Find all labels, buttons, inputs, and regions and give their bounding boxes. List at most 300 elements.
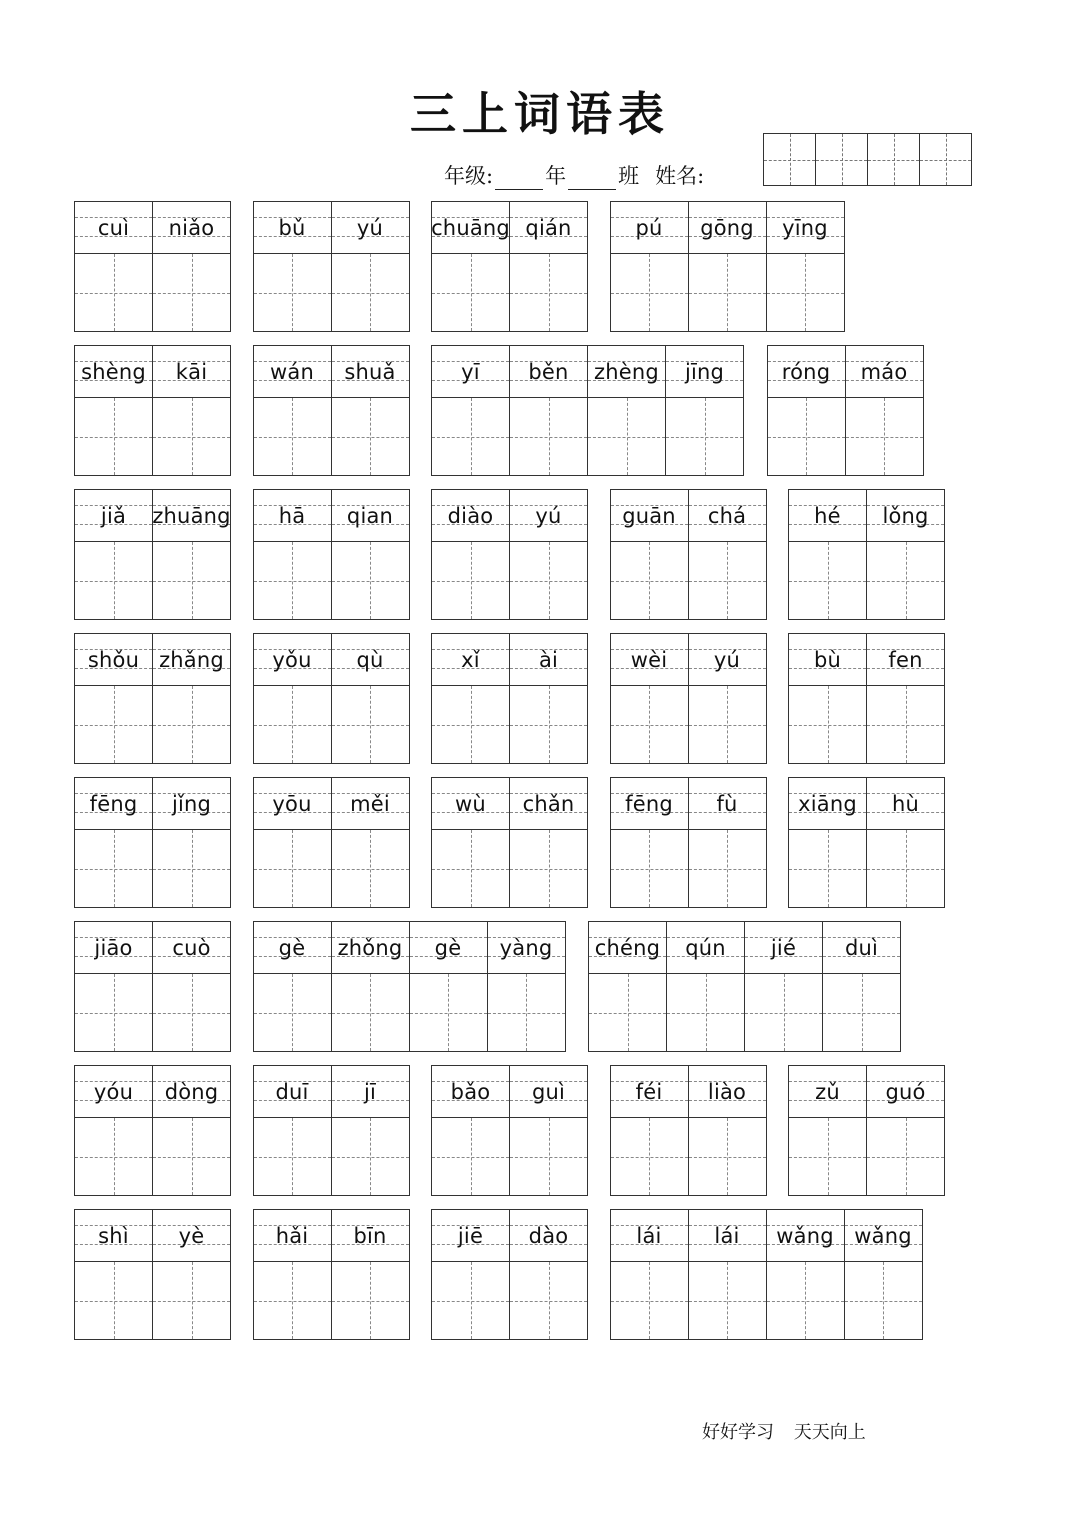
pinyin-text: yóu bbox=[93, 1079, 134, 1104]
hanzi-writing-cell[interactable] bbox=[689, 686, 766, 763]
pinyin-text: wù bbox=[455, 791, 486, 816]
pinyin-text: fēng bbox=[89, 791, 138, 816]
hanzi-writing-cell[interactable] bbox=[510, 542, 587, 619]
hanzi-writing-cell[interactable] bbox=[153, 974, 230, 1051]
name-grid[interactable] bbox=[763, 133, 972, 186]
syllable-column bbox=[432, 634, 510, 763]
syllable-column bbox=[689, 490, 766, 619]
pinyin-cell bbox=[432, 1210, 509, 1262]
name-cell[interactable] bbox=[920, 134, 971, 185]
pinyin-text: zǔ bbox=[815, 1079, 840, 1104]
hanzi-writing-cell[interactable] bbox=[768, 398, 845, 475]
word-box bbox=[788, 489, 945, 620]
syllable-column bbox=[332, 490, 409, 619]
hanzi-writing-cell[interactable] bbox=[254, 974, 331, 1051]
pinyin-cell bbox=[867, 1066, 944, 1118]
pinyin-text: jié bbox=[770, 935, 797, 960]
syllable-column bbox=[254, 490, 332, 619]
pinyin-cell bbox=[789, 634, 866, 686]
hanzi-writing-cell[interactable] bbox=[432, 398, 509, 475]
pinyin-cell bbox=[254, 778, 331, 830]
hanzi-writing-cell[interactable] bbox=[410, 974, 487, 1051]
pinyin-text: gōng bbox=[700, 215, 754, 240]
pinyin-text: yè bbox=[178, 1223, 205, 1248]
pinyin-cell bbox=[75, 202, 152, 254]
syllable-column bbox=[768, 346, 846, 475]
pinyin-text: cuò bbox=[172, 935, 211, 960]
syllable-column bbox=[153, 202, 230, 331]
pinyin-cell bbox=[689, 634, 766, 686]
pinyin-text: gè bbox=[434, 935, 462, 960]
syllable-column bbox=[845, 1210, 922, 1339]
pinyin-cell bbox=[153, 922, 230, 974]
syllable-column bbox=[332, 346, 409, 475]
hanzi-writing-cell[interactable] bbox=[689, 830, 766, 907]
hanzi-writing-cell[interactable] bbox=[432, 542, 509, 619]
syllable-column bbox=[867, 634, 944, 763]
hanzi-writing-cell[interactable] bbox=[789, 542, 866, 619]
pinyin-cell bbox=[254, 1066, 331, 1118]
pinyin-text: yàng bbox=[499, 935, 553, 960]
pinyin-cell bbox=[153, 634, 230, 686]
syllable-column bbox=[510, 490, 587, 619]
hanzi-writing-cell[interactable] bbox=[767, 254, 844, 331]
syllable-column bbox=[689, 1066, 766, 1195]
hanzi-writing-cell[interactable] bbox=[75, 686, 152, 763]
hanzi-writing-cell[interactable] bbox=[153, 1262, 230, 1339]
pinyin-text: róng bbox=[781, 359, 831, 384]
hanzi-writing-cell[interactable] bbox=[510, 1118, 587, 1195]
syllable-column bbox=[75, 1066, 153, 1195]
hanzi-writing-cell[interactable] bbox=[789, 1118, 866, 1195]
hanzi-writing-cell[interactable] bbox=[588, 398, 665, 475]
syllable-column bbox=[75, 346, 153, 475]
hanzi-writing-cell[interactable] bbox=[745, 974, 822, 1051]
word-box bbox=[253, 921, 566, 1052]
pinyin-cell bbox=[689, 778, 766, 830]
pinyin-text: shèng bbox=[81, 359, 146, 384]
syllable-column bbox=[75, 922, 153, 1051]
hanzi-writing-cell[interactable] bbox=[689, 1118, 766, 1195]
pinyin-cell bbox=[768, 346, 845, 398]
hanzi-writing-cell[interactable] bbox=[432, 1118, 509, 1195]
pinyin-cell bbox=[510, 1210, 587, 1262]
pinyin-cell bbox=[611, 1210, 688, 1262]
word-box bbox=[431, 1209, 588, 1340]
hanzi-writing-cell[interactable] bbox=[867, 1118, 944, 1195]
pinyin-text: dòng bbox=[164, 1079, 219, 1104]
word-box bbox=[74, 1209, 231, 1340]
hanzi-writing-cell[interactable] bbox=[153, 542, 230, 619]
pinyin-cell bbox=[767, 1210, 844, 1262]
pinyin-cell bbox=[75, 1066, 152, 1118]
hanzi-writing-cell[interactable] bbox=[75, 830, 152, 907]
pinyin-text: lái bbox=[714, 1223, 740, 1248]
syllable-column bbox=[254, 202, 332, 331]
word-box bbox=[610, 633, 767, 764]
pinyin-text: liào bbox=[707, 1079, 747, 1104]
syllable-column bbox=[767, 202, 844, 331]
pinyin-text: qian bbox=[346, 503, 394, 528]
syllable-column bbox=[254, 1210, 332, 1339]
pinyin-cell bbox=[823, 922, 900, 974]
pinyin-text: féi bbox=[635, 1079, 663, 1104]
pinyin-cell bbox=[332, 346, 409, 398]
pinyin-text: guì bbox=[531, 1079, 566, 1104]
syllable-column bbox=[332, 634, 409, 763]
hanzi-writing-cell[interactable] bbox=[611, 254, 688, 331]
pinyin-cell bbox=[332, 1066, 409, 1118]
hanzi-writing-cell[interactable] bbox=[332, 1262, 409, 1339]
word-box bbox=[253, 777, 410, 908]
hanzi-writing-cell[interactable] bbox=[332, 974, 409, 1051]
hanzi-writing-cell[interactable] bbox=[488, 974, 565, 1051]
pinyin-text: lǒng bbox=[882, 503, 929, 528]
pinyin-text: qù bbox=[356, 647, 384, 672]
hanzi-writing-cell[interactable] bbox=[510, 254, 587, 331]
class-blank[interactable] bbox=[568, 167, 616, 190]
syllable-column bbox=[153, 346, 230, 475]
hanzi-writing-cell[interactable] bbox=[332, 830, 409, 907]
syllable-column bbox=[689, 778, 766, 907]
pinyin-cell bbox=[153, 1066, 230, 1118]
pinyin-text: lái bbox=[636, 1223, 662, 1248]
syllable-column bbox=[75, 202, 153, 331]
pinyin-text: hé bbox=[814, 503, 841, 528]
pinyin-cell bbox=[689, 202, 766, 254]
pinyin-cell bbox=[332, 634, 409, 686]
grade-label: 年级: bbox=[444, 164, 494, 188]
pinyin-text: kāi bbox=[175, 359, 208, 384]
word-box bbox=[74, 201, 231, 332]
pinyin-text: máo bbox=[860, 359, 908, 384]
pinyin-cell bbox=[789, 1066, 866, 1118]
word-box bbox=[431, 489, 588, 620]
syllable-column bbox=[432, 346, 510, 475]
hanzi-writing-cell[interactable] bbox=[867, 830, 944, 907]
hanzi-writing-cell[interactable] bbox=[432, 686, 509, 763]
hanzi-writing-cell[interactable] bbox=[867, 542, 944, 619]
syllable-column bbox=[75, 778, 153, 907]
pinyin-text: zhǎng bbox=[159, 647, 224, 672]
word-box bbox=[74, 489, 231, 620]
hanzi-writing-cell[interactable] bbox=[254, 1262, 331, 1339]
pinyin-text: bǎo bbox=[450, 1079, 491, 1104]
hanzi-writing-cell[interactable] bbox=[332, 398, 409, 475]
pinyin-text: qún bbox=[685, 935, 726, 960]
pinyin-text: guān bbox=[622, 503, 676, 528]
hanzi-writing-cell[interactable] bbox=[789, 686, 866, 763]
syllable-column bbox=[510, 346, 588, 475]
hanzi-writing-cell[interactable] bbox=[789, 830, 866, 907]
pinyin-text: zhuāng bbox=[152, 503, 231, 528]
syllable-column bbox=[254, 778, 332, 907]
pinyin-cell bbox=[789, 490, 866, 542]
pinyin-text: wán bbox=[270, 359, 314, 384]
pinyin-text: fù bbox=[716, 791, 738, 816]
pinyin-text: ài bbox=[538, 647, 559, 672]
hanzi-writing-cell[interactable] bbox=[689, 542, 766, 619]
word-box bbox=[431, 633, 588, 764]
pinyin-text: wǎng bbox=[854, 1223, 912, 1248]
hanzi-writing-cell[interactable] bbox=[153, 830, 230, 907]
pinyin-cell bbox=[867, 778, 944, 830]
pinyin-text: dào bbox=[528, 1223, 569, 1248]
name-cell[interactable] bbox=[868, 134, 920, 185]
pinyin-cell bbox=[432, 490, 509, 542]
hanzi-writing-cell[interactable] bbox=[823, 974, 900, 1051]
hanzi-writing-cell[interactable] bbox=[254, 1118, 331, 1195]
pinyin-cell bbox=[332, 778, 409, 830]
word-box bbox=[767, 345, 924, 476]
hanzi-writing-cell[interactable] bbox=[75, 542, 152, 619]
pinyin-cell bbox=[510, 490, 587, 542]
syllable-column bbox=[611, 778, 689, 907]
pinyin-text: chǎn bbox=[522, 791, 575, 816]
hanzi-writing-cell[interactable] bbox=[432, 830, 509, 907]
name-cell[interactable] bbox=[816, 134, 868, 185]
pinyin-text: jǐng bbox=[171, 791, 212, 816]
hanzi-writing-cell[interactable] bbox=[432, 254, 509, 331]
hanzi-writing-cell[interactable] bbox=[75, 1262, 152, 1339]
syllable-column bbox=[153, 490, 230, 619]
pinyin-text: fen bbox=[888, 647, 923, 672]
student-info bbox=[444, 160, 704, 190]
syllable-column bbox=[254, 1066, 332, 1195]
pinyin-text: guó bbox=[885, 1079, 926, 1104]
hanzi-writing-cell[interactable] bbox=[510, 398, 587, 475]
syllable-column bbox=[611, 1210, 689, 1339]
hanzi-writing-cell[interactable] bbox=[153, 254, 230, 331]
hanzi-writing-cell[interactable] bbox=[510, 830, 587, 907]
pinyin-text: jī bbox=[363, 1079, 377, 1104]
hanzi-writing-cell[interactable] bbox=[332, 542, 409, 619]
pinyin-cell bbox=[611, 202, 688, 254]
syllable-column bbox=[789, 634, 867, 763]
hanzi-writing-cell[interactable] bbox=[75, 1118, 152, 1195]
pinyin-text: bù bbox=[813, 647, 842, 672]
syllable-column bbox=[510, 1210, 587, 1339]
pinyin-cell bbox=[789, 778, 866, 830]
hanzi-writing-cell[interactable] bbox=[254, 830, 331, 907]
pinyin-text: yīng bbox=[782, 215, 828, 240]
pinyin-text: duī bbox=[275, 1079, 309, 1104]
word-box bbox=[253, 345, 410, 476]
hanzi-writing-cell[interactable] bbox=[867, 686, 944, 763]
pinyin-cell bbox=[153, 346, 230, 398]
pinyin-cell bbox=[332, 1210, 409, 1262]
syllable-column bbox=[254, 922, 332, 1051]
pinyin-cell bbox=[332, 922, 409, 974]
hanzi-writing-cell[interactable] bbox=[75, 398, 152, 475]
syllable-column bbox=[153, 922, 230, 1051]
hanzi-writing-cell[interactable] bbox=[611, 1262, 688, 1339]
syllable-column bbox=[611, 634, 689, 763]
pinyin-cell bbox=[745, 922, 822, 974]
pinyin-cell bbox=[75, 346, 152, 398]
word-box bbox=[610, 201, 845, 332]
pinyin-cell bbox=[75, 634, 152, 686]
syllable-column bbox=[611, 1066, 689, 1195]
pinyin-cell bbox=[432, 778, 509, 830]
pinyin-cell bbox=[846, 346, 923, 398]
syllable-column bbox=[823, 922, 900, 1051]
syllable-column bbox=[510, 1066, 587, 1195]
syllable-column bbox=[254, 634, 332, 763]
pinyin-cell bbox=[332, 490, 409, 542]
hanzi-writing-cell[interactable] bbox=[332, 686, 409, 763]
syllable-column bbox=[611, 490, 689, 619]
word-box bbox=[610, 1209, 923, 1340]
pinyin-cell bbox=[666, 346, 743, 398]
hanzi-writing-cell[interactable] bbox=[75, 254, 152, 331]
word-box bbox=[431, 1065, 588, 1196]
pinyin-cell bbox=[153, 490, 230, 542]
pinyin-cell bbox=[667, 922, 744, 974]
syllable-column bbox=[488, 922, 565, 1051]
syllable-column bbox=[153, 1210, 230, 1339]
syllable-column bbox=[588, 346, 666, 475]
pinyin-cell bbox=[689, 490, 766, 542]
word-box bbox=[610, 1065, 767, 1196]
hanzi-writing-cell[interactable] bbox=[666, 398, 743, 475]
hanzi-writing-cell[interactable] bbox=[611, 1118, 688, 1195]
syllable-column bbox=[432, 1210, 510, 1339]
pinyin-text: měi bbox=[350, 791, 390, 816]
hanzi-writing-cell[interactable] bbox=[510, 1262, 587, 1339]
syllable-column bbox=[153, 778, 230, 907]
word-box bbox=[74, 777, 231, 908]
syllable-column bbox=[75, 490, 153, 619]
pinyin-text: xiāng bbox=[798, 791, 857, 816]
syllable-column bbox=[432, 202, 510, 331]
word-box bbox=[253, 201, 410, 332]
grade-blank[interactable] bbox=[495, 167, 543, 190]
pinyin-cell bbox=[75, 490, 152, 542]
hanzi-writing-cell[interactable] bbox=[767, 1262, 844, 1339]
hanzi-writing-cell[interactable] bbox=[75, 974, 152, 1051]
word-box bbox=[253, 1209, 410, 1340]
pinyin-text: yú bbox=[713, 647, 741, 672]
syllable-column bbox=[846, 346, 923, 475]
word-box bbox=[74, 633, 231, 764]
pinyin-cell bbox=[510, 202, 587, 254]
pinyin-cell bbox=[510, 778, 587, 830]
word-box bbox=[253, 489, 410, 620]
syllable-column bbox=[432, 1066, 510, 1195]
pinyin-cell bbox=[867, 490, 944, 542]
pinyin-text: wèi bbox=[630, 647, 668, 672]
hanzi-writing-cell[interactable] bbox=[689, 1262, 766, 1339]
pinyin-text: běn bbox=[528, 359, 569, 384]
hanzi-writing-cell[interactable] bbox=[846, 398, 923, 475]
pinyin-text: yī bbox=[461, 359, 480, 384]
footer-slogan bbox=[702, 1418, 866, 1444]
hanzi-writing-cell[interactable] bbox=[153, 686, 230, 763]
hanzi-writing-cell[interactable] bbox=[611, 830, 688, 907]
pinyin-text: chuāng bbox=[431, 215, 510, 240]
syllable-column bbox=[789, 778, 867, 907]
name-label: 姓名: bbox=[655, 164, 705, 188]
pinyin-text: jīng bbox=[684, 359, 725, 384]
syllable-column bbox=[666, 346, 743, 475]
pinyin-text: bīn bbox=[353, 1223, 387, 1248]
pinyin-cell bbox=[588, 346, 665, 398]
hanzi-writing-cell[interactable] bbox=[153, 398, 230, 475]
word-box bbox=[588, 921, 901, 1052]
pinyin-text: hǎi bbox=[275, 1223, 309, 1248]
pinyin-cell bbox=[488, 922, 565, 974]
hanzi-writing-cell[interactable] bbox=[611, 542, 688, 619]
pinyin-cell bbox=[589, 922, 666, 974]
hanzi-writing-cell[interactable] bbox=[689, 254, 766, 331]
syllable-column bbox=[867, 490, 944, 619]
pinyin-text: zhèng bbox=[594, 359, 659, 384]
pinyin-text: duì bbox=[844, 935, 879, 960]
syllable-column bbox=[745, 922, 823, 1051]
hanzi-writing-cell[interactable] bbox=[332, 1118, 409, 1195]
pinyin-text: hù bbox=[891, 791, 920, 816]
syllable-column bbox=[510, 778, 587, 907]
hanzi-writing-cell[interactable] bbox=[510, 686, 587, 763]
hanzi-writing-cell[interactable] bbox=[254, 686, 331, 763]
pinyin-text: yǒu bbox=[272, 647, 312, 672]
syllable-column bbox=[153, 1066, 230, 1195]
syllable-column bbox=[789, 490, 867, 619]
pinyin-cell bbox=[767, 202, 844, 254]
pinyin-cell bbox=[867, 634, 944, 686]
word-box bbox=[788, 1065, 945, 1196]
pinyin-text: yōu bbox=[272, 791, 312, 816]
pinyin-cell bbox=[510, 634, 587, 686]
pinyin-cell bbox=[75, 1210, 152, 1262]
word-box bbox=[610, 777, 767, 908]
hanzi-writing-cell[interactable] bbox=[153, 1118, 230, 1195]
hanzi-writing-cell[interactable] bbox=[332, 254, 409, 331]
hanzi-writing-cell[interactable] bbox=[254, 254, 331, 331]
syllable-column bbox=[75, 634, 153, 763]
pinyin-text: chéng bbox=[594, 935, 661, 960]
pinyin-text: yú bbox=[356, 215, 384, 240]
hanzi-writing-cell[interactable] bbox=[611, 686, 688, 763]
syllable-column bbox=[789, 1066, 867, 1195]
hanzi-writing-cell[interactable] bbox=[254, 542, 331, 619]
syllable-column bbox=[410, 922, 488, 1051]
pinyin-text: hā bbox=[278, 503, 306, 528]
hanzi-writing-cell[interactable] bbox=[667, 974, 744, 1051]
pinyin-text: jiē bbox=[457, 1223, 484, 1248]
name-cell[interactable] bbox=[764, 134, 816, 185]
word-box bbox=[253, 633, 410, 764]
pinyin-cell bbox=[153, 1210, 230, 1262]
hanzi-writing-cell[interactable] bbox=[589, 974, 666, 1051]
syllable-column bbox=[510, 202, 587, 331]
pinyin-cell bbox=[510, 1066, 587, 1118]
pinyin-cell bbox=[432, 1066, 509, 1118]
pinyin-cell bbox=[611, 1066, 688, 1118]
word-box bbox=[431, 777, 588, 908]
pinyin-cell bbox=[75, 922, 152, 974]
hanzi-writing-cell[interactable] bbox=[845, 1262, 922, 1339]
pinyin-cell bbox=[432, 202, 509, 254]
pinyin-cell bbox=[611, 778, 688, 830]
pinyin-text: jiāo bbox=[94, 935, 133, 960]
pinyin-cell bbox=[153, 778, 230, 830]
word-box bbox=[610, 489, 767, 620]
pinyin-cell bbox=[254, 346, 331, 398]
hanzi-writing-cell[interactable] bbox=[254, 398, 331, 475]
hanzi-writing-cell[interactable] bbox=[432, 1262, 509, 1339]
